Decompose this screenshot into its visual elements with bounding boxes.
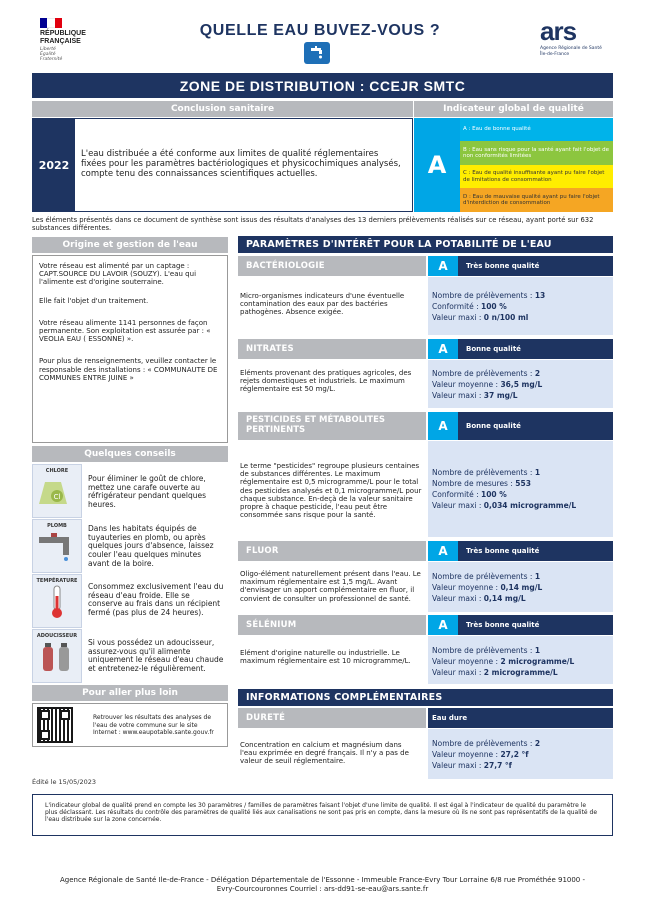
metric-label: Nombre de prélèvements :: [432, 468, 535, 477]
metric-label: Valeur moyenne :: [432, 657, 501, 666]
param-bacteriologie-quality: Très bonne qualité: [458, 256, 613, 276]
info-durete-quality: Eau dure: [428, 708, 613, 728]
zone-title: ZONE DE DISTRIBUTION : CCEJR SMTC: [32, 73, 613, 98]
thermometer-icon: TEMPÉRATURE: [32, 574, 82, 628]
info-durete-metrics: [428, 729, 613, 779]
metric-label: Valeur maxi :: [432, 594, 484, 603]
param-fluor-metrics: [428, 562, 613, 612]
origin-p3: Votre réseau alimente 1141 personnes de façon permanente. Son exploitation est assurée par : « VEOLIA EAU ( ESSONNE) ».: [39, 318, 211, 344]
metric-row: [432, 390, 609, 401]
tap-icon: [304, 42, 330, 64]
param-selenium-metrics: [428, 636, 613, 684]
metric-value: 27,2 °f: [500, 750, 529, 759]
further-panel: [32, 703, 228, 747]
metric-label: Nombre de prélèvements :: [432, 572, 535, 581]
republique-francaise-logo: RÉPUBLIQUE FRANÇAISE Liberté Égalité Fraternité: [40, 18, 110, 68]
origin-p4: Pour plus de renseignements, veuillez contacter le responsable des installations : « COMMUNAUTE DE COMMUNES ENTRE JUINE »: [39, 357, 218, 382]
metric-value: 1: [534, 646, 541, 655]
edited-date: Édité le 15/05/2023: [32, 778, 96, 786]
metric-label: Conformité :: [432, 302, 481, 311]
param-bacteriologie-grade: A: [428, 256, 458, 276]
metric-value: 1: [534, 468, 541, 477]
origin-p2: Elle fait l'objet d'un traitement.: [39, 296, 149, 305]
level-a: A : Eau de bonne qualité: [460, 118, 613, 141]
level-d: D : Eau de mauvaise qualité ayant pu faire l'objet d'interdiction de consommation: [460, 188, 613, 212]
metric-row: [432, 467, 609, 478]
metric-label: Valeur maxi :: [432, 501, 484, 510]
global-grade: A: [414, 118, 460, 212]
metric-value: 0 n/100 ml: [483, 313, 529, 322]
qr-code-icon: [37, 707, 73, 743]
info-heading: INFORMATIONS COMPLÉMENTAIRES: [238, 689, 613, 706]
metric-row: [432, 582, 609, 593]
metric-row: [432, 368, 609, 379]
param-nitrates-name: NITRATES: [238, 339, 426, 359]
param-nitrates-metrics: [428, 360, 613, 408]
metric-label: Valeur moyenne :: [432, 380, 501, 389]
metric-label: Valeur moyenne :: [432, 583, 501, 592]
metric-label: Conformité :: [432, 490, 481, 499]
metric-label: Nombre de prélèvements :: [432, 646, 535, 655]
level-b: B : Eau sans risque pour la santé ayant fait l'objet de non conformités limitées: [460, 141, 613, 165]
tip-plomb: PLOMB Dans les habitats équipés de tuyauteries en plomb, ou après quelques jours d'absence, laissez couler l'eau quelques minutes avant de la boire.: [32, 519, 228, 573]
info-durete-desc: Concentration en calcium et magnésium dans l'eau exprimée en degré français. Il n'y a pas de valeur de seuil réglementaire.: [240, 741, 409, 766]
metric-label: Valeur maxi :: [432, 668, 484, 677]
metric-value: 13: [534, 291, 546, 300]
metric-row: [432, 379, 609, 390]
metric-row: [432, 489, 609, 500]
metric-row: [432, 500, 609, 511]
further-text[interactable]: Retrouver les résultats des analyses de l'eau de votre commune sur le site Internet : www.eaupotable.sante.gouv.fr: [93, 714, 214, 736]
footnote-box: [32, 794, 613, 836]
param-bacteriologie-name: BACTÉRIOLOGIE: [238, 256, 426, 276]
params-heading: PARAMÈTRES D'INTÉRÊT POUR LA POTABILITÉ DE L'EAU: [238, 236, 613, 253]
metric-label: Valeur moyenne :: [432, 750, 501, 759]
origin-heading: Origine et gestion de l'eau: [32, 237, 228, 253]
param-bacteriologie-metrics: [428, 277, 613, 335]
intro-note: Les éléments présentés dans ce document de synthèse sont issus des résultats d'analyses des 13 derniers prélèvements réalisés sur ce réseau, ayant porté sur 632 substances différentes.: [32, 216, 594, 232]
metric-row: [432, 478, 609, 489]
param-fluor-quality: Très bonne qualité: [458, 541, 613, 561]
tip-temperature: TEMPÉRATURE Consommez exclusivement l'eau du réseau d'eau froide. Elle se conserve au frais dans un récipient fermé (pas plus de 24 heures).: [32, 574, 228, 628]
param-bacteriologie-desc: Micro-organismes indicateurs d'une éventuelle contamination des eaux par des bactéries pathogènes. Absence exigée.: [240, 292, 405, 317]
metric-row: [432, 656, 609, 667]
metric-value: 0,14 mg/L: [500, 583, 543, 592]
indicator-heading: Indicateur global de qualité: [414, 101, 613, 117]
tip-adoucisseur: ADOUCISSEUR Si vous possédez un adoucisseur, assurez-vous qu'il alimente uniquement le réseau d'eau chaude et entretenez-le régulièrement.: [32, 629, 228, 683]
svg-text:Cl: Cl: [53, 493, 61, 501]
param-pesticides-quality: Bonne qualité: [458, 412, 613, 440]
tip-chlore: CHLORE Cl Pour éliminer le goût de chlore, mettez une carafe ouverte au réfrigérateur pendant quelques heures.: [32, 464, 228, 518]
param-pesticides-desc: Le terme "pesticides" regroupe plusieurs centaines de substances différentes. Le maximum réglementaire est 0,5 microgramme/L pour le total des pesticides analysés et 0,1 microgramme/L pour chaque substance. En-deçà de la valeur sanitaire propre à chaque pesticide, l'eau peut être consommée sans risque pour la santé.: [240, 462, 422, 520]
metric-row: [432, 645, 609, 656]
metric-value: 27,7 °f: [483, 761, 512, 770]
metric-value: 100 %: [481, 302, 507, 311]
metric-row: [432, 760, 609, 771]
further-heading: Pour aller plus loin: [32, 685, 228, 701]
indicator-levels: [460, 118, 613, 212]
metric-value: 2 microgramme/L: [483, 668, 558, 677]
footnote-text: L'indicateur global de qualité prend en compte les 30 paramètres / familles de paramètres faisant l'objet d'une limite de qualité. Il est égal à l'indicateur de qualité du paramètre le plus déclassant. Les résultats du contrôle des paramètres de qualité liés aux canalisations ne sont pas pris en compte, dans la mesure où ils ne sont pas représentatifs de la qualité de l'eau distribuée sur la zone concernée.: [45, 802, 598, 823]
param-selenium-name: SÉLÉNIUM: [238, 615, 426, 635]
param-selenium-grade: A: [428, 615, 458, 635]
conclusion-year: 2022: [33, 119, 75, 211]
info-durete-name: DURETÉ: [238, 708, 426, 728]
level-c: C : Eau de qualité insuffisante ayant pu faire l'objet de limitations de consommation: [460, 165, 613, 188]
metric-row: [432, 738, 609, 749]
param-selenium-quality: Très bonne qualité: [458, 615, 613, 635]
param-pesticides-grade: A: [428, 412, 458, 440]
param-pesticides-name: PESTICIDES ET MÉTABOLITES PERTINENTS: [238, 412, 426, 440]
metric-row: [432, 749, 609, 760]
conclusion-text: L'eau distribuée a été conforme aux limites de qualité réglementaires fixées pour les paramètres bactériologiques et physicochimiques analysés, compte tenu des connaissances scientifiques actuelles.: [81, 149, 401, 179]
metric-value: 2: [534, 739, 541, 748]
tips-heading: Quelques conseils: [32, 446, 228, 462]
param-nitrates-quality: Bonne qualité: [458, 339, 613, 359]
param-selenium-desc: Elément d'origine naturelle ou industrielle. Le maximum réglementaire est 10 microgramme/L.: [240, 649, 411, 666]
metric-value: 2: [534, 369, 541, 378]
page-title: QUELLE EAU BUVEZ-VOUS ?: [199, 22, 441, 39]
metric-row: [432, 301, 609, 312]
param-pesticides-metrics: [428, 441, 613, 537]
origin-panel: [32, 255, 228, 443]
lead-pipe-icon: PLOMB: [32, 519, 82, 573]
conclusion-heading: Conclusion sanitaire: [32, 101, 413, 117]
metric-value: 0,034 microgramme/L: [483, 501, 577, 510]
param-fluor-name: FLUOR: [238, 541, 426, 561]
metric-label: Nombre de mesures :: [432, 479, 516, 488]
param-fluor-grade: A: [428, 541, 458, 561]
metric-row: [432, 312, 609, 323]
metric-value: 0,14 mg/L: [483, 594, 526, 603]
param-nitrates-desc: Eléments provenant des pratiques agricoles, des rejets domestiques et industriels. Le maximum réglementaire est 50 mg/L.: [240, 369, 412, 394]
footer-address: Agence Régionale de Santé Ile-de-France - Délégation Départementale de l'Essonne - Immeuble France-Evry Tour Lorraine 6/8 rue Prométhée 91000 - Evry-Courcouronnes Courriel : ars-dd91-se-eau@ars.sante.fr: [60, 876, 586, 893]
metric-row: [432, 667, 609, 678]
metric-label: Valeur maxi :: [432, 761, 484, 770]
metric-label: Valeur maxi :: [432, 313, 484, 322]
metric-value: 553: [515, 479, 531, 488]
param-fluor-desc: Oligo-élément naturellement présent dans l'eau. Le maximum réglementaire est 1,5 mg/L. Avant d'envisager un apport complémentaire en fluor, il convient de consulter un professionnel de santé.: [240, 570, 421, 603]
param-nitrates-grade: A: [428, 339, 458, 359]
metric-label: Nombre de prélèvements :: [432, 739, 535, 748]
chlorine-icon: CHLORE Cl: [32, 464, 82, 518]
metric-row: [432, 290, 609, 301]
metric-row: [432, 571, 609, 582]
tips-list: [32, 464, 228, 682]
metric-value: 100 %: [481, 490, 507, 499]
water-softener-icon: ADOUCISSEUR: [32, 629, 82, 683]
metric-label: Nombre de prélèvements :: [432, 369, 535, 378]
metric-label: Nombre de prélèvements :: [432, 291, 535, 300]
metric-value: 37 mg/L: [483, 391, 518, 400]
metric-row: [432, 593, 609, 604]
origin-p1: Votre réseau est alimenté par un captage : CAPT.SOURCE DU LAVOIR (SOUZY). L'eau qui l'alimente est d'origine souterraine.: [39, 262, 197, 287]
metric-value: 36,5 mg/L: [500, 380, 543, 389]
marianne-flag-icon: [40, 18, 62, 28]
metric-value: 1: [534, 572, 541, 581]
metric-value: 2 microgramme/L: [500, 657, 575, 666]
metric-label: Valeur maxi :: [432, 391, 484, 400]
conclusion-panel: [32, 118, 413, 212]
ars-logo: ars Agence Régionale de Santé Île-de-France: [540, 16, 602, 57]
